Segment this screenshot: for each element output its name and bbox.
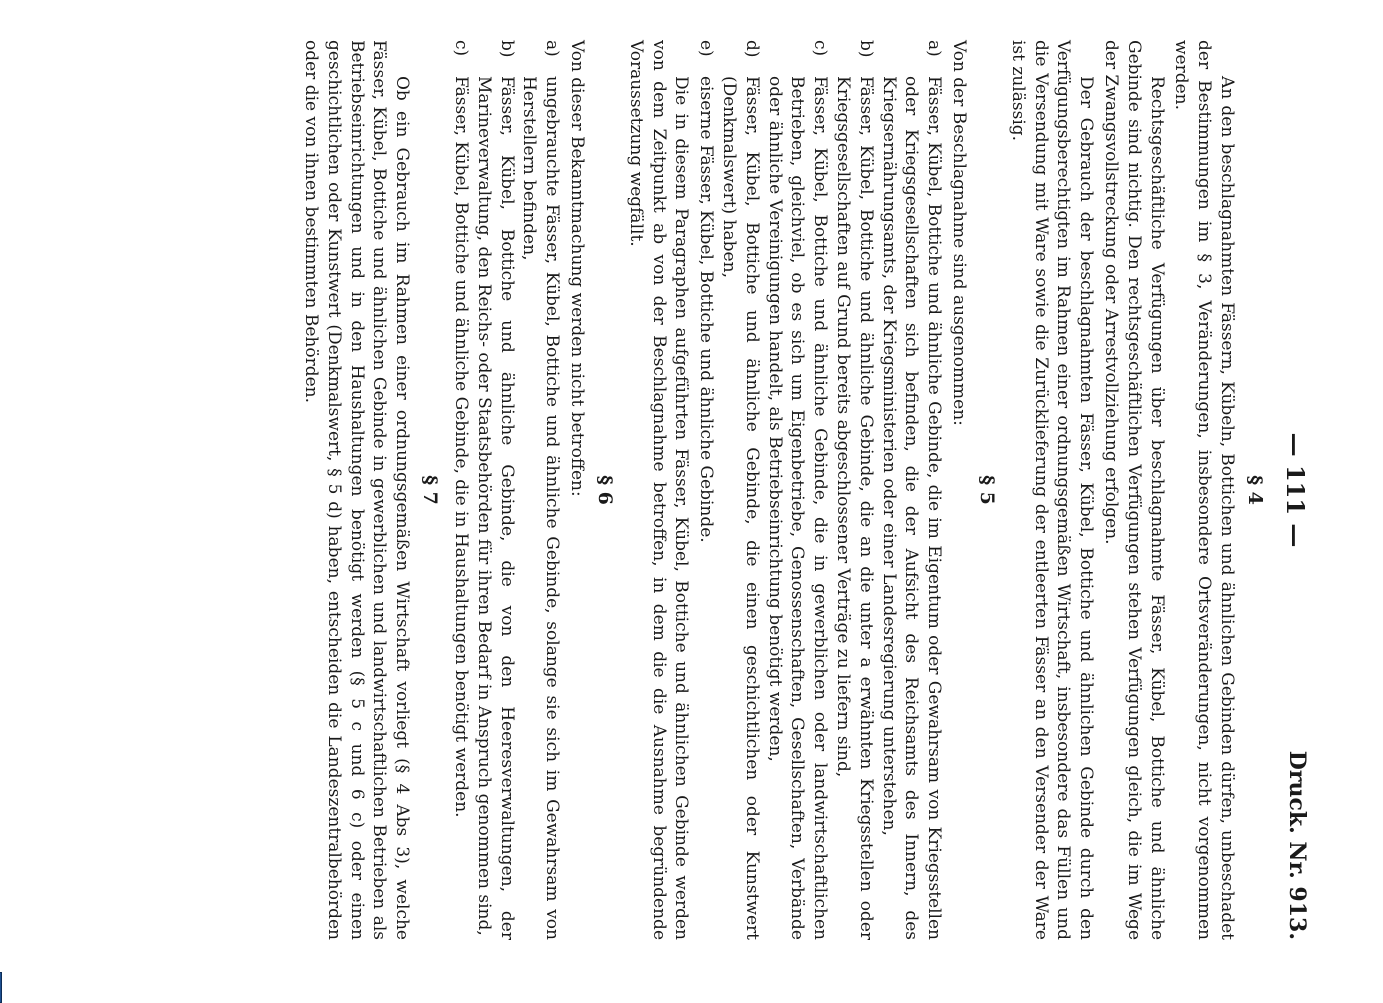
section-5-closing: Die in diesem Paragraphen aufgeführten Fässer, Kübel, Bottiche und ähnlichen Gebinde werden von dem Zeitpunkt ab von der Beschlagnahme betroffen, in dem die die Ausnahme begründende Voraussetzung wegfällt. bbox=[625, 40, 692, 940]
section-5-intro: Von der Beschlagnahme sind ausgenommen: bbox=[949, 40, 970, 426]
item-text: Fässer, Kübel, Bottiche und ähnliche Gebinde, die einen geschichtlichen oder Kunstwert (Denkmalswert) haben, bbox=[719, 76, 762, 940]
page-number: — 111 — bbox=[1281, 432, 1310, 548]
list-item bbox=[518, 40, 564, 940]
item-text: Fässer, Kübel, Bottiche und ähnliche Gebinde, die von den Heeresverwaltungen, der Marineverwaltung, den Reichs- oder Staatsbehörden für ihren Bedarf in Anspruch genommen sind, bbox=[473, 76, 517, 940]
document-page bbox=[130, 40, 1310, 940]
section-6-heading: § 6 bbox=[594, 475, 617, 505]
item-label: d) bbox=[741, 40, 762, 58]
list-item bbox=[877, 40, 945, 940]
section-7-heading: § 7 bbox=[419, 475, 442, 505]
druck-number: Druck. Nr. 913. bbox=[1284, 750, 1310, 940]
credit-text bbox=[0, 608, 1, 966]
section-4-paragraph: An den beschlagnahmten Fässern, Kübeln, Bottichen und ähnlichen Gebinden dürfen, unbeschadet der Bestimmungen im § 3, Veränderungen, insbesondere Ortsveränderungen, nicht vorgenommen werden. bbox=[1171, 40, 1237, 940]
list-item bbox=[694, 40, 717, 940]
item-text: eiserne Fässer, Kübel, Bottiche und ähnliche Gebinde. bbox=[696, 76, 717, 543]
list-item bbox=[472, 40, 518, 940]
list-item bbox=[449, 40, 472, 940]
item-label: c) bbox=[451, 40, 472, 57]
item-label: c) bbox=[810, 40, 831, 57]
item-label: a) bbox=[924, 40, 945, 57]
section-7-paragraph: Ob ein Gebrauch im Rahmen einer ordnungsgemäßen Wirtschaft vorliegt (§ 4 Abs 3), welche Fässer, Kübel, Bottiche und ähnlichen Gebinde in gewerblichen und landwirtschaftlichen Betrieben als Betriebseinrichtungen und in den Haushaltungen benötigt werden (§ 5 c und 6 c) oder einen geschichtlichen oder Kunstwert (Denkmalswert, § 5 d) haben, entscheiden die Landeszentralbehörden oder die von ihnen bestimmten Behörden. bbox=[301, 40, 413, 940]
item-label: b) bbox=[855, 40, 876, 58]
item-text: Fässer, Kübel, Bottiche und ähnliche Gebinde, die in Haushaltungen benötigt werden. bbox=[451, 76, 472, 818]
item-label: b) bbox=[496, 40, 517, 58]
section-6-list bbox=[449, 40, 563, 940]
item-text: ungebrauchte Fässer, Kübel, Bottiche und ähnliche Gebinde, solange sie sich im Gewahrsam von Herstellern befinden, bbox=[519, 76, 563, 940]
section-4-paragraph: Rechtsgeschäftliche Verfügungen über beschlagnahmte Fässer, Kübel, Bottiche und ähnliche Gebinde sind nichtig. Den rechtsgeschäftlichen Verfügungen stehen Verfügungen gleich, die im Wege der Zwangsvollstreckung oder Arrestvollziehung erfolgen. bbox=[1101, 40, 1167, 940]
dfg-logo-icon bbox=[0, 972, 3, 1003]
page-header bbox=[1274, 40, 1310, 940]
list-item bbox=[763, 40, 831, 940]
section-5-list bbox=[694, 40, 945, 940]
section-5-heading: § 5 bbox=[976, 475, 999, 505]
list-item bbox=[831, 40, 877, 940]
item-label: e) bbox=[696, 40, 717, 57]
section-6-intro: Von dieser Bekanntmachung werden nicht betroffen: bbox=[567, 40, 588, 497]
item-label: a) bbox=[542, 40, 563, 57]
digitization-credit bbox=[0, 608, 4, 988]
item-text: Fässer, Kübel, Bottiche und ähnliche Gebinde, die im Eigentum oder Gewahrsam von Kriegsstellen oder Kriegsgesellschaften sich befinden, die der Aufsicht des Reichsamts des Innern, des Kriegsernährungsamts, der Kriegsministerien oder einer Landesregierung unterstehen, bbox=[878, 76, 945, 940]
section-4-paragraph: Der Gebrauch der beschlagnahmten Fässer, Kübel, Bottiche und ähnlichen Gebinde durch den Verfügungsberechtigten im Rahmen einer ordnungsgemäßen Wirtschaft, insbesondere das Füllen und die Versendung mit Ware sowie die Zurücklieferung der entleerten Fässer an den Versender der Ware ist zulässig. bbox=[1007, 40, 1097, 940]
list-item bbox=[717, 40, 763, 940]
section-4-heading: § 4 bbox=[1244, 475, 1266, 505]
item-text: Fässer, Kübel, Bottiche und ähnliche Gebinde, die an die unter a erwähnten Kriegsstellen oder Kriegsgesellschaften auf Grund bereits abgeschlossener Verträge zu liefern sind, bbox=[833, 76, 876, 940]
item-text: Fässer, Kübel, Bottiche und ähnliche Gebinde, die in gewerblichen oder landwirtschaftlichen Betrieben, gleichviel, ob es sich um Eigenbetriebe, Genossenschaften, Gesellschaften, Verbände oder ähnliche Vereinigungen handelt, als Betriebseinrichtung benötigt werden, bbox=[764, 76, 831, 940]
